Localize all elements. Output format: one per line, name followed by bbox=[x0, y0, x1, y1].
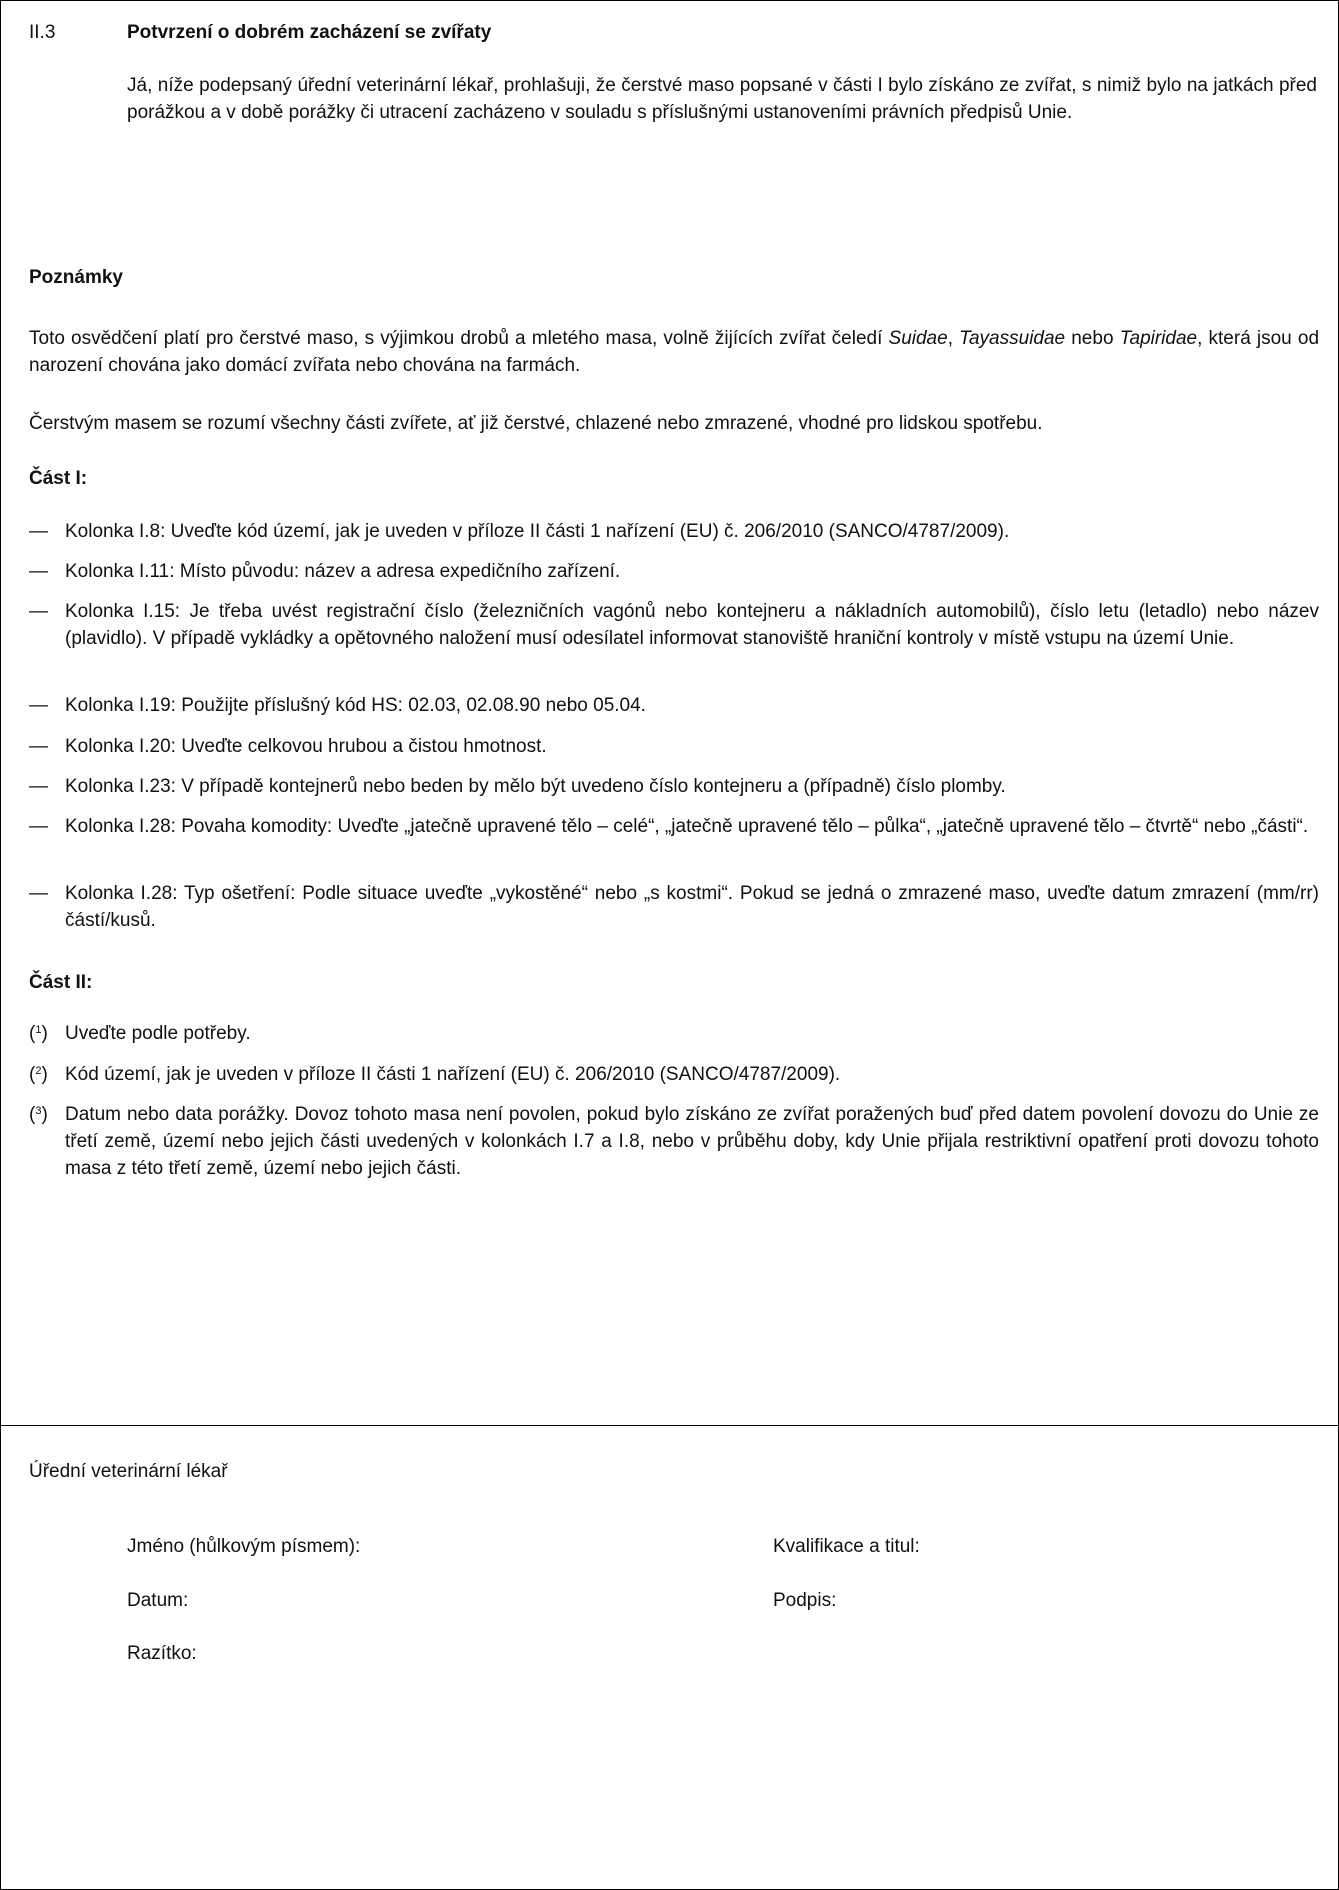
dash-marker: — bbox=[29, 601, 48, 622]
list-item bbox=[29, 598, 1319, 652]
footnote-mark: ($^2$) bbox=[29, 1064, 48, 1085]
list-item bbox=[29, 518, 1319, 545]
footnote-number: 1 bbox=[35, 1024, 42, 1036]
list-item-text: Kolonka I.28: Povaha komodity: Uveďte „jatečně upravené tělo – celé“, „jatečně upravené tělo – půlka“, „jatečně upravené tělo – čtvrtě“ nebo „části“. bbox=[65, 816, 1309, 837]
notes-heading: Poznámky bbox=[29, 267, 123, 288]
declaration-text: Já, níže podepsaný úřední veterinární lékař, prohlašuji, že čerstvé maso popsané v části I bylo získáno ze zvířat, s nimiž bylo na jatkách před porážkou a v době porážky či utracení zacházeno v souladu s příslušnými ustanoveními právních předpisů Unie. bbox=[127, 75, 1317, 123]
list-item-text: Kolonka I.20: Uveďte celkovou hrubou a čistou hmotnost. bbox=[65, 736, 547, 757]
dash-marker: — bbox=[29, 736, 48, 757]
list-item bbox=[29, 813, 1319, 840]
list-item bbox=[29, 558, 1319, 585]
stamp-label: Razítko: bbox=[127, 1643, 197, 1664]
species-tayassuidae: Tayassuidae bbox=[959, 328, 1066, 349]
signature-title: Úřední veterinární lékař bbox=[29, 1461, 228, 1482]
list-item-text: Kolonka I.19: Použijte příslušný kód HS: 02.03, 02.08.90 nebo 05.04. bbox=[65, 695, 646, 716]
name-label: Jméno (hůlkovým písmem): bbox=[127, 1536, 361, 1557]
dash-marker: — bbox=[29, 883, 48, 904]
notes-intro-text: , která jsou od narození chována jako domácí zvířata nebo chována na farmách. bbox=[29, 328, 1320, 376]
footnote bbox=[29, 1020, 1319, 1047]
dash-marker: — bbox=[29, 561, 48, 582]
list-item-text: Kolonka I.8: Uveďte kód území, jak je uveden v příloze II části 1 nařízení (EU) č. 206/2010 (SANCO/4787/2009). bbox=[65, 521, 1010, 542]
dash-marker: — bbox=[29, 776, 48, 797]
list-item-text: Kolonka I.23: V případě kontejnerů nebo beden by mělo být uvedeno číslo kontejneru a (případně) číslo plomby. bbox=[65, 776, 1006, 797]
part1-heading: Část I: bbox=[29, 468, 88, 489]
signature-label: Podpis: bbox=[773, 1590, 837, 1611]
footnote-mark: ($^3$) bbox=[29, 1104, 48, 1125]
footnote-number: 2 bbox=[35, 1065, 42, 1077]
notes-intro-sep: , bbox=[947, 328, 960, 349]
notes-intro-text: Toto osvědčení platí pro čerstvé maso, s výjimkou drobů a mletého masa, volně žijících zvířat čeledí bbox=[29, 328, 889, 349]
list-item bbox=[29, 733, 1319, 760]
dash-marker: — bbox=[29, 521, 48, 542]
section-ii3 bbox=[1, 1, 1338, 1425]
section-title: Potvrzení o dobrém zacházení se zvířaty bbox=[127, 22, 492, 43]
list-item bbox=[29, 880, 1319, 934]
date-label: Datum: bbox=[127, 1590, 189, 1611]
footnote-mark: ($^1$) bbox=[29, 1023, 48, 1044]
footnote-number: 3 bbox=[35, 1105, 42, 1117]
footnote-text: Kód území, jak je uveden v příloze II části 1 nařízení (EU) č. 206/2010 (SANCO/4787/2009). bbox=[65, 1064, 841, 1085]
dash-marker: — bbox=[29, 695, 48, 716]
list-item bbox=[29, 773, 1319, 800]
footnote bbox=[29, 1061, 1319, 1088]
list-item bbox=[29, 692, 1319, 719]
dash-marker: — bbox=[29, 816, 48, 837]
list-item-text: Kolonka I.15: Je třeba uvést registrační číslo (železničních vagónů nebo kontejneru a nákladních automobilů), číslo letu (letadlo) nebo název (plavidlo). V případě vykládky a opětovného naložení musí odesílatel informovat stanoviště hraniční kontroly v místě vstupu na území Unie. bbox=[65, 601, 1319, 649]
notes-intro-sep: nebo bbox=[1065, 328, 1120, 349]
footnote-text: Uveďte podle potřeby. bbox=[65, 1023, 251, 1044]
list-item-text: Kolonka I.28: Typ ošetření: Podle situace uveďte „vykostěné“ nebo „s kostmi“. Pokud se jedná o zmrazené maso, uveďte datum zmrazení (mm/rr) částí/kusů. bbox=[65, 883, 1319, 931]
qualification-label: Kvalifikace a titul: bbox=[773, 1536, 920, 1557]
footnote bbox=[29, 1101, 1319, 1182]
notes-intro bbox=[29, 325, 1319, 379]
species-suidae: Suidae bbox=[888, 328, 948, 349]
part2-heading: Část II: bbox=[29, 972, 93, 993]
species-tapiridae: Tapiridae bbox=[1119, 328, 1198, 349]
section-number: II.3 bbox=[29, 22, 56, 43]
list-item-text: Kolonka I.11: Místo původu: název a adresa expedičního zařízení. bbox=[65, 561, 621, 582]
signature-block bbox=[1, 1426, 1338, 1889]
footnote-text: Datum nebo data porážky. Dovoz tohoto masa není povolen, pokud bylo získáno ze zvířat poražených buď před datem povolení dovozu do Unie ze třetí země, území nebo jejich části uvedených v kolonkách I.7 a I.8, nebo v průběhu doby, kdy Unie přijala restriktivní opatření proti dovozu tohoto masa z této třetí země, území nebo jejich části. bbox=[65, 1104, 1319, 1179]
fresh-meat-definition: Čerstvým masem se rozumí všechny části zvířete, ať již čerstvé, chlazené nebo zmrazené, vhodné pro lidskou spotřebu. bbox=[29, 413, 1043, 434]
